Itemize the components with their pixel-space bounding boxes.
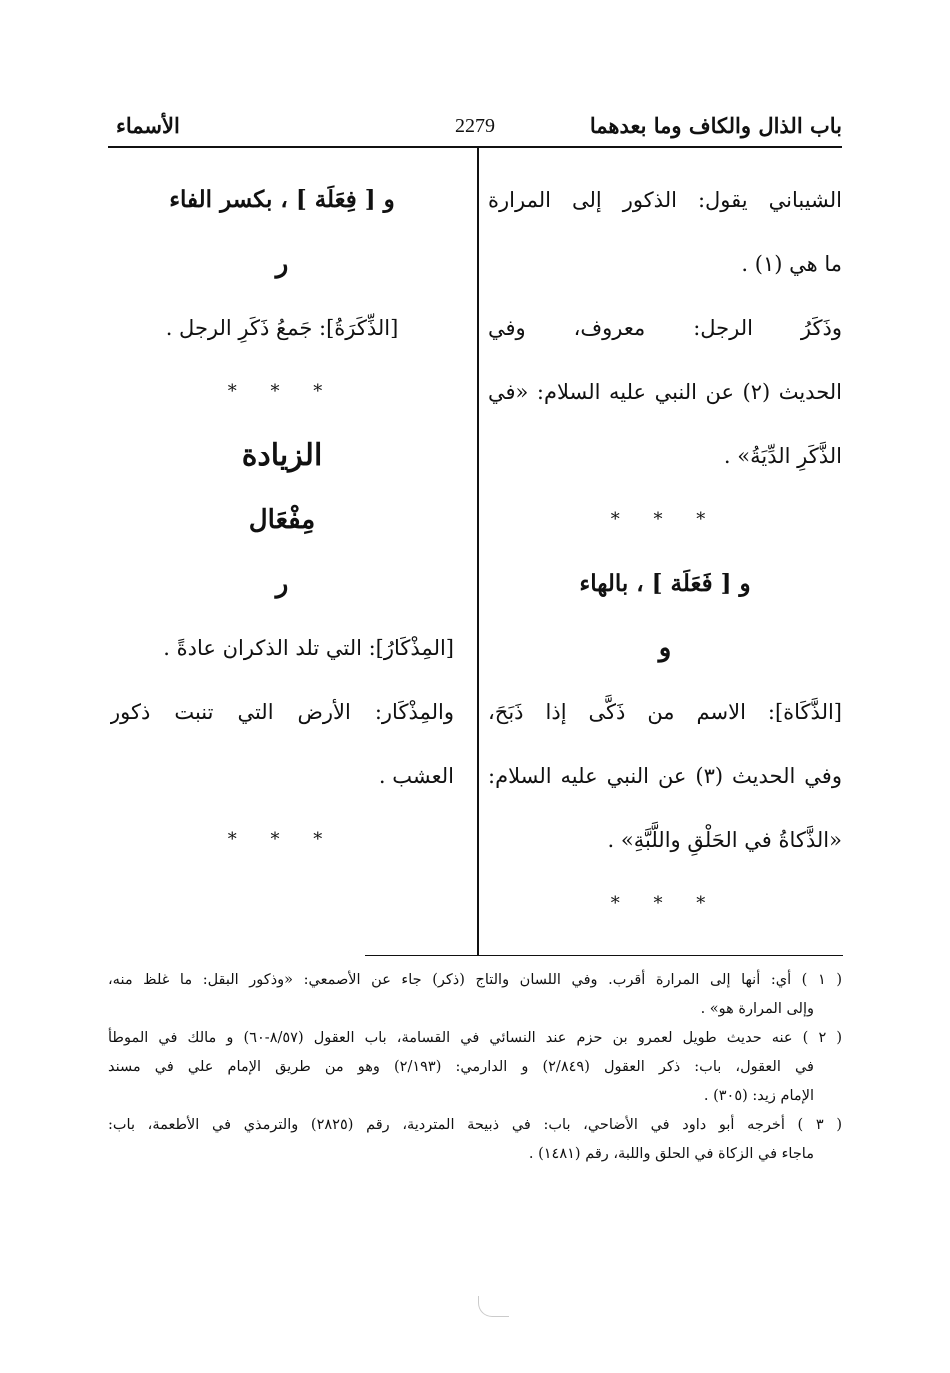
letter-heading: ر — [275, 249, 289, 279]
pattern-heading: مِفْعَال — [248, 505, 316, 535]
text-line: [الذِّكَرَةُ]: جَمعُ ذَكَرِ الرجل . — [165, 316, 399, 340]
footnote-line: ( ٣ ) أخرجه أبو داود في الأضاحي، باب: في ذبيحة المتردية، رقم (٢٨٢٥) والترمذي في الأطعمة، باب: — [108, 1117, 842, 1133]
chapter-title: باب الذال والكاف وما بعدهما — [589, 113, 842, 138]
text-line: [الذَّكَاة]: الاسم من ذَكَّى إذا ذَبَحَ، — [488, 700, 842, 724]
separator-stars: * * * — [227, 381, 337, 402]
section-heading: و [ فِعَلَة ] ، بكسر الفاء — [169, 186, 395, 213]
text-line: الشيباني يقول: الذكور إلى المرارة — [488, 188, 842, 212]
text-line: وفي الحديث (٣) عن النبي عليه السلام: — [488, 764, 842, 788]
footnote-3 — [108, 1111, 842, 1169]
footnote-2 — [108, 1024, 842, 1111]
footnote-line: الإمام زيد: (٣٠٥) . — [703, 1088, 814, 1104]
footnote-line: ( ١ ) أي: أنها إلى المرارة أقرب. وفي اللسان والتاج (ذكر) جاء عن الأصمعي: «وذكور البقل: ما غلظ منه، — [108, 972, 842, 988]
letter-heading: ر — [275, 569, 289, 599]
text-line: الذَّكَرِ الدِّيَةُ» . — [723, 444, 842, 468]
left-column — [110, 176, 454, 880]
text-line: العشب . — [378, 764, 454, 788]
separator-stars: * * * — [610, 893, 720, 914]
text-line: «الذَّكاةُ في الحَلْقِ واللَّبَّةِ» . — [607, 828, 842, 852]
letter-heading: و — [658, 633, 672, 663]
footnote-rule — [365, 955, 843, 956]
text-line: [المِذْكَارُ]: التي تلد الذكران عادةً . — [163, 636, 454, 660]
separator-stars: * * * — [610, 509, 720, 530]
text-line: ما هي (١) . — [741, 252, 842, 276]
header-rule — [108, 146, 842, 148]
text-line: والمِذْكَار: الأرض التي تنبت ذكور — [110, 700, 454, 724]
footnote-line: وإلى المرارة هو» . — [700, 1001, 814, 1017]
text-line: الحديث (٢) عن النبي عليه السلام: «في — [488, 380, 842, 404]
text-line: وذَكَرُ الرجل: معروف، وفي — [488, 316, 842, 340]
page-number: 2279 — [455, 115, 495, 137]
footnote-line: ( ٢ ) عنه حديث طويل لعمرو بن حزم عند النسائي في القسامة، باب العقول (٨/٥٧-٦٠) و مالك في الموطأ — [108, 1030, 842, 1046]
section-title: الأسماء — [116, 113, 180, 138]
right-column — [488, 176, 842, 944]
footnote-1 — [108, 966, 842, 1024]
scan-mark — [478, 1296, 509, 1317]
footnote-line: ماجاء في الزكاة في الحلق واللبة، رقم (١٤٨١) . — [528, 1146, 814, 1162]
footnotes — [108, 966, 842, 1169]
column-divider — [477, 147, 479, 956]
footnote-line: في العقول، باب: ذكر العقول (٢/٨٤٩) و الدارمي: (٢/١٩٣) وهو من طريق الإمام علي في مسند — [108, 1059, 814, 1075]
chapter-heading: الزيادة — [241, 438, 323, 473]
separator-stars: * * * — [227, 829, 337, 850]
section-heading: و [ فَعَلَة ] ، بالهاء — [579, 570, 751, 597]
